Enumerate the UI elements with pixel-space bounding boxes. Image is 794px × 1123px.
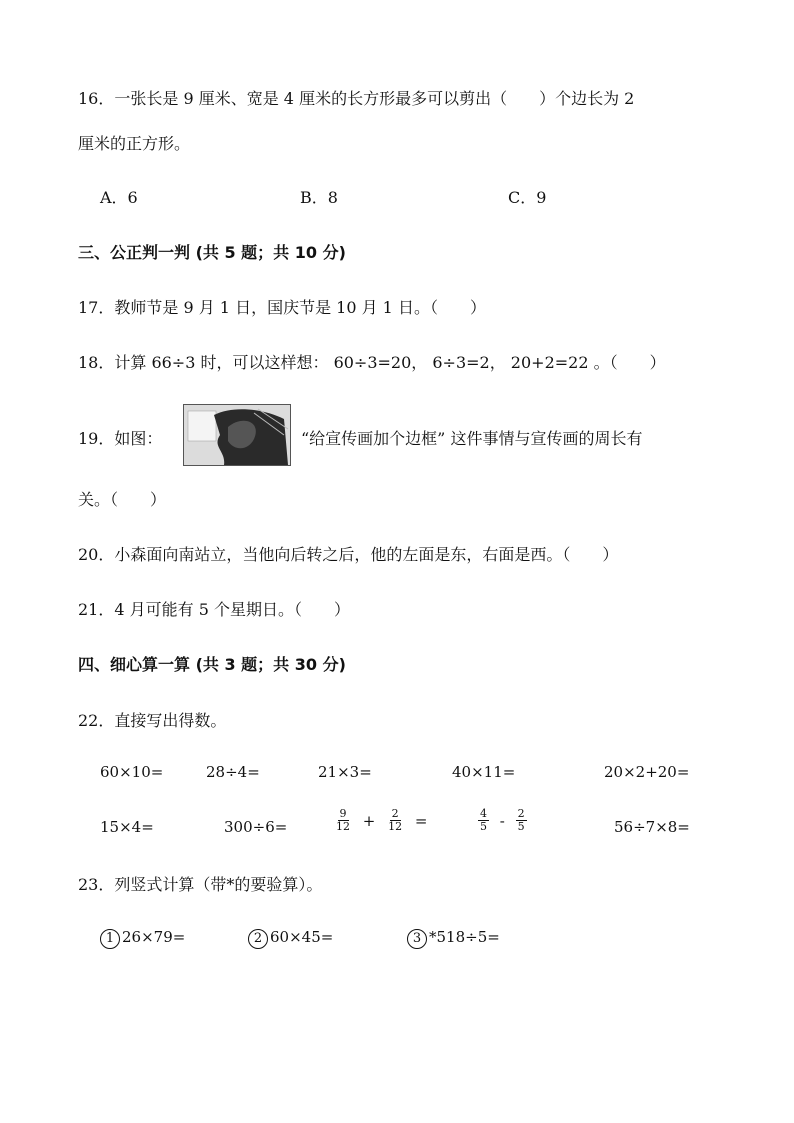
section3-heading: 三、公正判一判 (共 5 题；共 10 分) [78, 243, 346, 262]
vertical-calc-item [248, 928, 333, 949]
fraction [334, 808, 352, 833]
q23-title: 23．列竖式计算（带*的要验算）。 [78, 875, 323, 894]
numerator: 4 [480, 807, 487, 820]
poster-image [183, 404, 291, 466]
fraction [516, 808, 527, 833]
numerator: 9 [339, 807, 347, 820]
calc-item: 40×11= [452, 763, 516, 781]
q20-text: 20．小森面向南站立，当他向后转之后，他的左面是东，右面是西。（ ） [78, 545, 619, 564]
section4-heading: 四、细心算一算 (共 3 题；共 30 分) [78, 655, 346, 674]
q16-option-c: C．9 [508, 188, 547, 207]
denominator: 5 [480, 820, 487, 833]
circled-number: 1 [100, 929, 120, 949]
calc-item: 56÷7×8= [614, 818, 690, 836]
circled-number: 3 [407, 929, 427, 949]
q18-text: 18．计算 66÷3 时，可以这样想： 60÷3=20， 6÷3=2， 20+2=22 。（ ） [78, 353, 666, 372]
numerator: 2 [391, 807, 399, 820]
q17-text: 17．教师节是 9 月 1 日，国庆节是 10 月 1 日。（ ） [78, 298, 486, 317]
calc-item: 300÷6= [224, 818, 288, 836]
calc-item: 20×2+20= [604, 763, 690, 781]
fraction [478, 808, 489, 833]
fraction-expression-2 [478, 808, 527, 833]
vertical-calc-item [407, 928, 500, 949]
q21-text: 21．4 月可能有 5 个星期日。（ ） [78, 600, 350, 619]
q16-option-a: A．6 [100, 188, 138, 207]
denominator: 5 [517, 820, 525, 833]
circled-number: 2 [248, 929, 268, 949]
calc-item: 60×10= [100, 763, 164, 781]
equals-sign: = [414, 811, 428, 830]
calc-expression: *518÷5= [429, 928, 500, 946]
q16-line1: 16．一张长是 9 厘米、宽是 4 厘米的长方形最多可以剪出（ ）个边长为 2 [78, 89, 635, 108]
calc-item: 15×4= [100, 818, 154, 836]
q16-option-b: B．8 [300, 188, 338, 207]
calc-expression: 60×45= [270, 928, 334, 946]
calc-expression: 26×79= [122, 928, 186, 946]
poster-illustration [184, 405, 290, 465]
operator: + [362, 811, 376, 830]
q19-line2: 关。（ ） [78, 490, 167, 509]
q19-prefix: 19．如图： [78, 429, 163, 448]
q22-title: 22．直接写出得数。 [78, 711, 227, 730]
operator: - [499, 811, 505, 830]
calc-item: 21×3= [318, 763, 372, 781]
q19-suffix: “给宣传画加个边框” 这件事情与宣传画的周长有 [301, 429, 643, 448]
denominator: 12 [388, 820, 403, 833]
numerator: 2 [517, 807, 525, 820]
vertical-calc-item [100, 928, 185, 949]
q16-line2: 厘米的正方形。 [78, 134, 191, 153]
calc-item: 28÷4= [206, 763, 260, 781]
denominator: 12 [336, 820, 350, 833]
fraction [386, 808, 404, 833]
fraction-expression-1 [334, 808, 434, 833]
